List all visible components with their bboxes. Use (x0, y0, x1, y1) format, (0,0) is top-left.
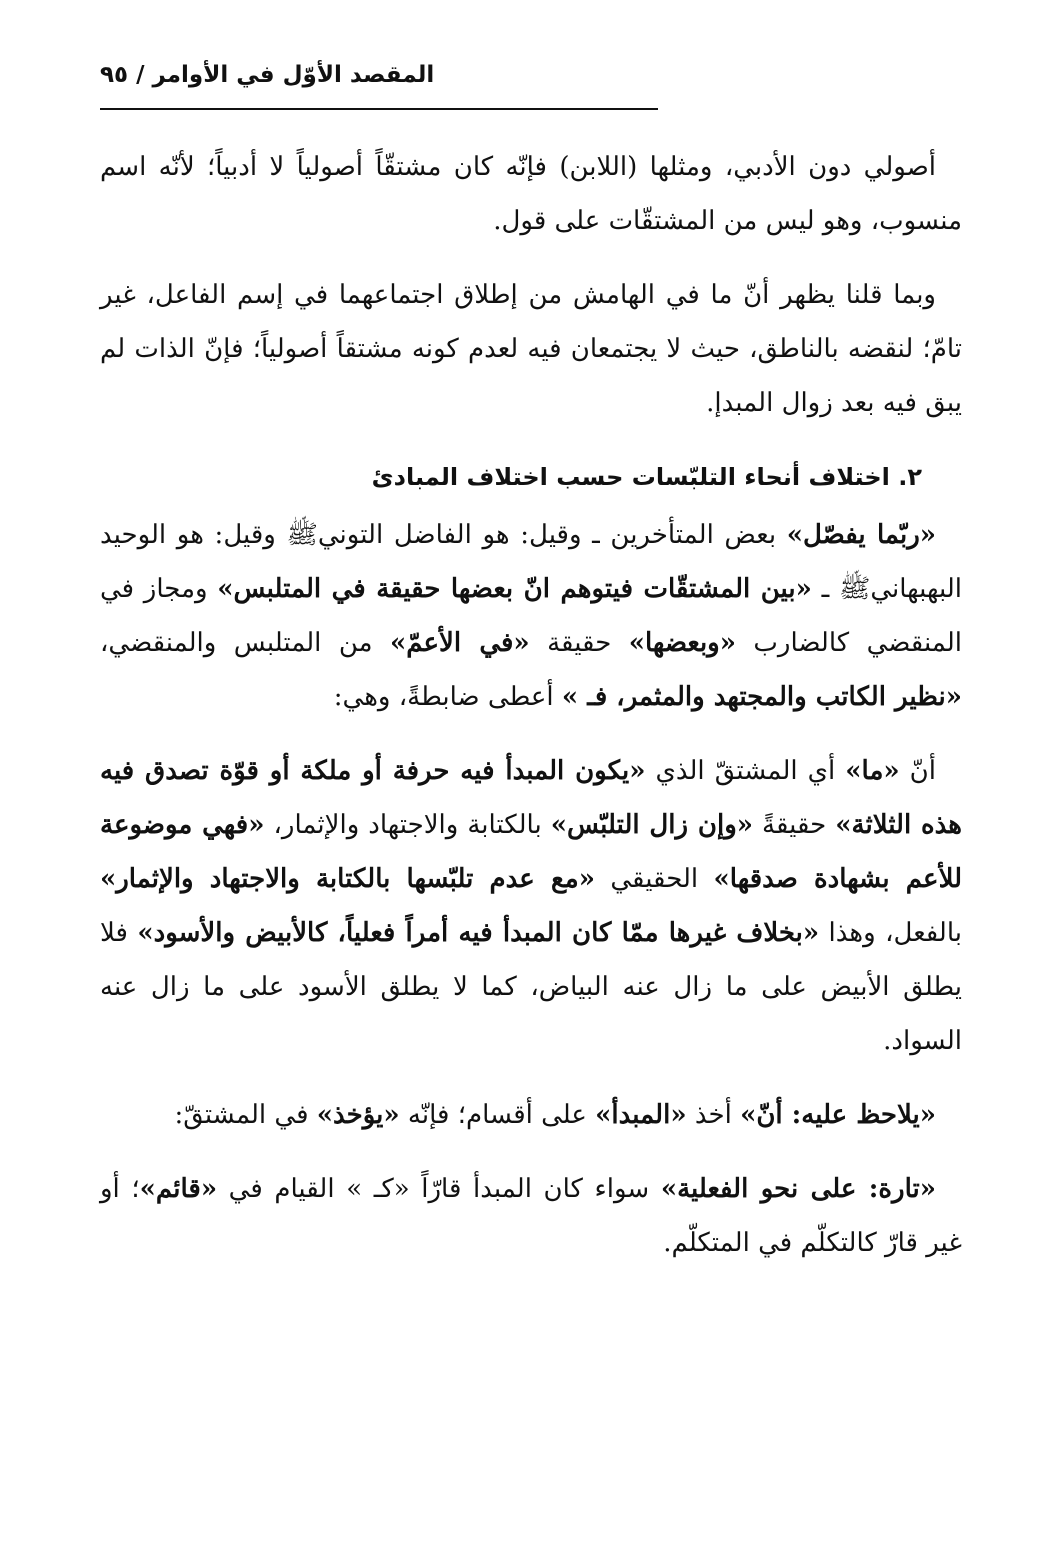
paragraph-3 (100, 508, 962, 724)
text-segment: من المتلبس والمنقضي، (100, 628, 390, 658)
text-segment: الحقيقي (594, 864, 714, 894)
text-segment: أنّ (899, 756, 936, 786)
quoted-text: «يؤخذ» (316, 1100, 400, 1130)
main-text (100, 140, 962, 1290)
quoted-text: «تارة: على نحو الفعلية» (660, 1174, 936, 1204)
text-segment: بالفعل، وهذا (819, 918, 962, 948)
section-heading: ٢. اختلاف أنحاء التلبّسات حسب اختلاف المبادئ (371, 463, 922, 491)
quoted-text: «بخلاف غيرها ممّا كان المبدأ فيه أمراً فعلياً، كالأبيض والأسود» (137, 918, 820, 948)
paragraph-1 (100, 140, 962, 248)
text-segment: فلا يطلق الأبيض على ما زال عنه البياض، كما لا يطلق الأسود على ما زال عنه السواد. (100, 918, 962, 1056)
quoted-text: «في الأعمّ» (389, 628, 530, 658)
quoted-text: «المبدأ» (595, 1100, 687, 1130)
paragraph-2 (100, 268, 962, 430)
text-segment: وبما قلنا يظهر أنّ ما في الهامش من إطلاق اجتماعهما في إسم الفاعل، غير تامّ؛ لنقضه بالناطق، حيث لا يجتمعان فيه لعدم كونه مشتقاً أصولياً؛ فإنّ الذات لم يبق فيه بعد زوال المبدإ. (100, 280, 962, 418)
quoted-text: «يكون المبدأ فيه حرفة أو ملكة أو قوّة تصدق فيه هذه الثلاثة» (100, 756, 962, 840)
quoted-text: «ما» (845, 756, 900, 786)
text-segment: بعض المتأخرين ـ وقيل: هو الفاضل التونيﷺ وقيل: هو الوحيد البهبهانيﷺ ـ (100, 520, 962, 604)
paragraph-6 (100, 1162, 962, 1270)
quoted-text: «ربّما يفصّل» (786, 520, 936, 550)
paragraph-5 (100, 1088, 962, 1142)
quoted-text: «مع عدم تلبّسها بالكتابة والاجتهاد والإثمار» (100, 864, 595, 894)
quoted-text: «قائم» (139, 1174, 218, 1204)
text-segment: أعطى ضابطةً، وهي: (333, 682, 562, 712)
text-segment: سواء كان المبدأ قارّاً (409, 1174, 661, 1204)
quoted-text: «نظير الكاتب والمجتهد والمثمر، فـ » (561, 682, 962, 712)
text-segment: ومجاز في المنقضي كالضارب (100, 574, 962, 658)
text-segment: حقيقة (529, 628, 629, 658)
quoted-text: «وبعضها» (628, 628, 736, 658)
quoted-text: «وإن زال التلبّس» (550, 810, 754, 840)
text-segment: القيام في (217, 1174, 347, 1204)
text-segment: في المشتقّ: (174, 1100, 317, 1130)
running-header: المقصد الأوّل في الأوامر / ٩٥ (100, 62, 435, 88)
text-segment: حقيقةً (753, 810, 836, 840)
text-segment: بالكتابة والاجتهاد والإثمار، (264, 810, 551, 840)
text-segment: أصولي دون الأدبي، ومثلها (اللابن) فإنّه كان مشتقّاً أصولياً لا أدبياً؛ لأنّه اسم منسوب، وهو ليس من المشتقّات على قول. (100, 152, 962, 236)
text-segment: ؛ أو غير قارّ كالتكلّم في المتكلّم. (100, 1174, 962, 1258)
quoted-text: «يلاحظ عليه: أنّ» (740, 1100, 936, 1130)
text-segment: على أقسام؛ فإنّه (399, 1100, 596, 1130)
quoted-text: «فهي موضوعة للأعم بشهادة صدقها» (100, 810, 962, 894)
text-segment: أخذ (686, 1100, 741, 1130)
paragraph-4 (100, 744, 962, 1068)
quoted-text: «بين المشتقّات فيتوهم انّ بعضها حقيقة في المتلبس» (217, 574, 812, 604)
header-divider (100, 108, 658, 110)
text-segment: أي المشتقّ الذي (645, 756, 846, 786)
text-segment: «كـ » (346, 1174, 410, 1204)
